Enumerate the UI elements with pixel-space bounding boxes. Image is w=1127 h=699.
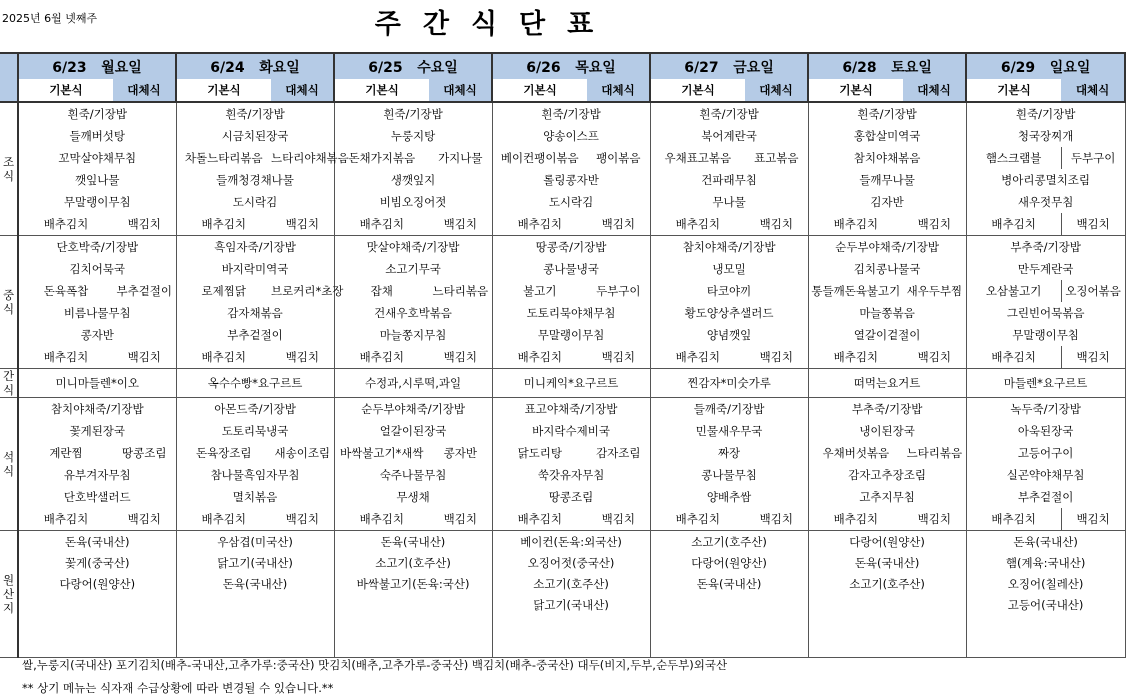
menu-item: 부추죽/기장밥 [966,236,1125,259]
origin-item: 소고기(호주산) [650,531,808,553]
menu-item: 흰죽/기장밥 [334,102,492,125]
origin-item: 우삼겹(미국산) [176,531,334,553]
menu-item: 계란찜 [18,442,113,464]
alt-menu-item: 백김치 [285,217,319,231]
alt-menu-item: 팽이볶음 [596,151,641,165]
origin-item [18,615,176,636]
day-date: 6/25 [368,59,403,76]
menu-item: 햄스크램블 [966,147,1061,169]
menu-item: 그린빈어묵볶음 [966,302,1125,324]
menu-item: 타코야끼 [650,280,808,302]
menu-item: 돈육폭찹 [18,280,113,302]
menu-item: 시금치된장국 [176,125,334,147]
menu-item: 북어계란국 [650,125,808,147]
origin-item [808,615,966,636]
sub-header-alt: 대체식 [745,79,808,102]
origin-item: 다랑어(원양산) [650,552,808,573]
menu-item: 민물새우무국 [650,420,808,442]
menu-item: 배추김치 [334,508,429,531]
origin-item [176,636,334,658]
menu-item: 배추김치 [18,346,113,369]
sub-header-alt: 대체식 [113,79,176,102]
origin-item [808,594,966,615]
menu-item: 도시락김 [492,191,650,213]
alt-menu-item: 백김치 [917,350,951,364]
menu-item: 배추김치 [650,508,745,531]
menu-item: 바싹불고기*새싹 [334,442,429,464]
alt-menu-item: 느타리야채볶음 [271,151,349,165]
menu-item: 배추김치 [334,346,429,369]
day-header [176,53,334,79]
menu-item: 순두부야채죽/기장밥 [808,236,966,259]
menu-item: 부추죽/기장밥 [808,398,966,421]
menu-item: 생깻잎지 [334,169,492,191]
menu-item: 표고야채죽/기장밥 [492,398,650,421]
day-header [18,53,176,79]
menu-item: 들깨버섯탕 [18,125,176,147]
menu-item: 감자채볶음 [176,302,334,324]
origin-item [492,615,650,636]
menu-item: 땅콩죽/기장밥 [492,236,650,259]
menu-item: 배추김치 [492,508,587,531]
menu-item: 무나물 [650,191,808,213]
menu-item: 땅콩조림 [492,486,650,508]
menu-item: 닭도리탕 [492,442,587,464]
menu-item: 마늘쫑볶음 [808,302,966,324]
menu-item: 냉모밀 [650,258,808,280]
snack-item: 떠먹는요거트 [808,369,966,398]
menu-item: 순두부야채죽/기장밥 [334,398,492,421]
menu-item: 배추김치 [492,213,587,236]
menu-item: 아몬드죽/기장밥 [176,398,334,421]
origin-item: 돈육(국내산) [650,573,808,594]
menu-item: 실곤약야채무침 [966,464,1125,486]
alt-menu-item: 백김치 [1061,213,1125,236]
menu-item: 쑥갓유자무침 [492,464,650,486]
sub-header-alt: 대체식 [1061,79,1125,102]
menu-item: 새우젓무침 [966,191,1125,213]
origin-item: 소고기(호주산) [492,573,650,594]
alt-menu-item: 새송이조림 [274,446,331,460]
sub-header-main: 기본식 [650,79,745,102]
alt-menu-item: 백김치 [759,512,793,526]
menu-item: 숙주나물무침 [334,464,492,486]
menu-item: 롤링콩자반 [492,169,650,191]
alt-menu-item: 땅콩조림 [122,446,167,460]
origin-item [650,615,808,636]
menu-item: 돈육장조림 [176,442,271,464]
menu-item: 단호박샐러드 [18,486,176,508]
origin-item [18,636,176,658]
week-label: 2025년 6월 넷째주 [2,12,98,25]
day-header [966,53,1125,79]
menu-item: 무말랭이무침 [492,324,650,346]
menu-item: 마늘쫑지무침 [334,324,492,346]
sub-header-alt: 대체식 [271,79,334,102]
page-title: 주간식단표 [374,9,616,40]
menu-item: 바지락미역국 [176,258,334,280]
menu-item: 배추김치 [492,346,587,369]
menu-item: 무생채 [334,486,492,508]
day-weekday: 토요일 [891,59,932,76]
day-date: 6/23 [52,59,87,76]
menu-item: 배추김치 [176,508,271,531]
menu-item: 도토리묵야채무침 [492,302,650,324]
day-weekday: 금요일 [733,59,774,76]
snack-item: 미니마들렌*이오 [18,369,176,398]
menu-item: 흰죽/기장밥 [808,102,966,125]
menu-item: 비름나물무침 [18,302,176,324]
day-weekday: 수요일 [417,59,458,76]
menu-item: 부추겉절이 [966,486,1125,508]
origin-item: 다랑어(원양산) [808,531,966,553]
origin-item [18,594,176,615]
origin-item: 오징어(칠레산) [966,573,1125,594]
alt-menu-item: 두부구이 [1061,147,1125,169]
section-label-snack: 간 식 [0,369,18,398]
menu-item: 바지락수제비국 [492,420,650,442]
menu-item: 김치어묵국 [18,258,176,280]
menu-item: 배추김치 [176,346,271,369]
origin-item: 돈육(국내산) [176,573,334,594]
menu-item: 고등어구이 [966,442,1125,464]
sub-header-alt: 대체식 [429,79,492,102]
origin-item: 바싹불고기(돈육:국산) [334,573,492,594]
menu-item: 맛살야채죽/기장밥 [334,236,492,259]
menu-item: 배추김치 [966,213,1061,236]
alt-menu-item: 백김치 [1061,508,1125,531]
alt-menu-item: 느타리볶음 [906,446,963,460]
menu-item: 청국장찌개 [966,125,1125,147]
sub-header-main: 기본식 [334,79,429,102]
menu-item: 흰죽/기장밥 [176,102,334,125]
day-weekday: 일요일 [1049,59,1091,76]
menu-item: 단호박죽/기장밥 [18,236,176,259]
alt-menu-item: 백김치 [917,217,951,231]
day-date: 6/27 [684,59,719,76]
menu-item: 배추김치 [808,508,903,531]
origin-item [808,636,966,658]
menu-item: 무말랭이무침 [966,324,1125,346]
sub-header-main: 기본식 [808,79,903,102]
origin-item: 돈육(국내산) [966,531,1125,553]
alt-menu-item: 브로커리*초장 [271,284,344,298]
menu-item: 짜장 [650,442,808,464]
day-date: 6/24 [210,59,245,76]
menu-item: 배추김치 [808,346,903,369]
origin-item: 돈육(국내산) [808,552,966,573]
day-weekday: 화요일 [259,59,300,76]
menu-item: 로제찜닭 [176,280,271,302]
alt-menu-item: 백김치 [1061,346,1125,369]
menu-item: 고추지무침 [808,486,966,508]
origin-item: 오징어젓(중국산) [492,552,650,573]
menu-item: 불고기 [492,280,587,302]
menu-item: 들깨죽/기장밥 [650,398,808,421]
menu-item: 콩나물냉국 [492,258,650,280]
menu-item: 소고기무국 [334,258,492,280]
alt-menu-item: 백김치 [285,512,319,526]
section-label-lunch: 중 식 [0,236,18,369]
alt-menu-item: 백김치 [285,350,319,364]
origin-item: 다랑어(원양산) [18,573,176,594]
origin-item: 베이컨(돈육:외국산) [492,531,650,553]
menu-item: 양념깻잎 [650,324,808,346]
origin-item [334,636,492,658]
alt-menu-item: 오징어볶음 [1061,280,1125,302]
menu-item: 무말랭이무침 [18,191,176,213]
menu-item: 참나물흑임자무침 [176,464,334,486]
menu-item: 흰죽/기장밥 [650,102,808,125]
menu-item: 도시락김 [176,191,334,213]
menu-item: 콩자반 [18,324,176,346]
origin-item: 돈육(국내산) [334,531,492,553]
origin-item: 돈육(국내산) [18,531,176,553]
menu-item: 비빔오징어젓 [334,191,492,213]
menu-item: 배추김치 [334,213,429,236]
snack-item: 마들렌*요구르트 [966,369,1125,398]
menu-item: 배추김치 [18,213,113,236]
section-label-origin: 원 산 지 [0,531,18,658]
day-date: 6/26 [526,59,561,76]
sub-header-main: 기본식 [966,79,1061,102]
day-header [650,53,808,79]
origin-item [176,615,334,636]
day-header [492,53,650,79]
menu-item: 감자고추장조림 [808,464,966,486]
menu-item: 열갈이겉절이 [808,324,966,346]
menu-item: 꽃게된장국 [18,420,176,442]
menu-item: 참치야채죽/기장밥 [650,236,808,259]
alt-menu-item: 백김치 [127,350,161,364]
origin-item: 닭고기(국내산) [492,594,650,615]
menu-item: 흰죽/기장밥 [966,102,1125,125]
menu-item: 깻잎나물 [18,169,176,191]
menu-item: 배추김치 [650,213,745,236]
menu-item: 참치야채볶음 [808,147,966,169]
origin-item [650,594,808,615]
sub-header-main: 기본식 [18,79,113,102]
alt-menu-item: 백김치 [443,217,477,231]
menu-item: 김자반 [808,191,966,213]
alt-menu-item: 백김치 [443,350,477,364]
origin-item [334,594,492,615]
menu-item: 우채표고볶음 [650,147,745,169]
menu-item: 콩나물무침 [650,464,808,486]
alt-menu-item: 백김치 [759,217,793,231]
alt-menu-item: 백김치 [127,512,161,526]
menu-item: 만두계란국 [966,258,1125,280]
menu-item: 황도양상추샐러드 [650,302,808,324]
day-date: 6/29 [1000,59,1036,76]
menu-item: 오삼불고기 [966,280,1061,302]
origin-item [176,594,334,615]
menu-item: 병아리콩멸치조림 [966,169,1125,191]
sub-header-main: 기본식 [492,79,587,102]
alt-menu-item: 백김치 [601,350,635,364]
section-label-breakfast: 조 식 [0,102,18,236]
origin-item [966,636,1125,658]
alt-menu-item: 콩자반 [443,446,477,460]
sub-header-alt: 대체식 [587,79,650,102]
alt-menu-item: 백김치 [601,217,635,231]
origin-item: 소고기(호주산) [334,552,492,573]
menu-item: 배추김치 [176,213,271,236]
day-header [808,53,966,79]
menu-item: 멸치볶음 [176,486,334,508]
menu-item: 우채버섯볶음 [808,442,903,464]
menu-item: 도토리묵냉국 [176,420,334,442]
alt-menu-item: 백김치 [601,512,635,526]
alt-menu-item: 가지나물 [438,151,483,165]
snack-item: 미니케익*요구르트 [492,369,650,398]
origin-item: 꽃게(중국산) [18,552,176,573]
snack-item: 옥수수빵*요구르트 [176,369,334,398]
menu-item: 홍합살미역국 [808,125,966,147]
alt-menu-item: 백김치 [759,350,793,364]
menu-item: 아욱된장국 [966,420,1125,442]
menu-item: 양배추쌈 [650,486,808,508]
menu-item: 통들깨돈육불고기 [808,280,903,302]
menu-item: 배추김치 [808,213,903,236]
menu-item: 들깨무나물 [808,169,966,191]
menu-item: 양송이스프 [492,125,650,147]
origin-item: 햄(계육:국내산) [966,552,1125,573]
alt-menu-item: 두부구이 [596,284,641,298]
alt-menu-item: 부추겉절이 [116,284,173,298]
menu-item: 흰죽/기장밥 [492,102,650,125]
change-notice: ** 상기 메뉴는 식자재 수급상황에 따라 변경될 수 있습니다.** [22,681,334,695]
menu-item: 흰죽/기장밥 [18,102,176,125]
origin-item: 소고기(호주산) [808,573,966,594]
day-weekday: 월요일 [101,59,142,76]
snack-item: 수정과,시루떡,과일 [334,369,492,398]
origin-item: 고등어(국내산) [966,594,1125,615]
origin-item [334,615,492,636]
snack-item: 찐감자*미숫가루 [650,369,808,398]
menu-item: 배추김치 [650,346,745,369]
section-label-dinner: 석 식 [0,398,18,531]
origin-item [492,636,650,658]
menu-item: 부추겉절이 [176,324,334,346]
day-date: 6/28 [842,59,877,76]
menu-table [0,52,1126,658]
alt-menu-item: 감자조림 [596,446,641,460]
menu-item: 건새우호박볶음 [334,302,492,324]
alt-menu-item: 백김치 [443,512,477,526]
menu-item: 베이컨팽이볶음 [492,147,587,169]
menu-item: 유부겨자무침 [18,464,176,486]
alt-menu-item: 백김치 [127,217,161,231]
menu-item: 배추김치 [18,508,113,531]
menu-item: 차돌느타리볶음 [176,147,271,169]
menu-item: 냉이된장국 [808,420,966,442]
menu-item: 건파래무침 [650,169,808,191]
origin-item: 닭고기(국내산) [176,552,334,573]
menu-item: 꼬막살야채무침 [18,147,176,169]
menu-item: 들깨청경채나물 [176,169,334,191]
sub-header-alt: 대체식 [903,79,966,102]
menu-item: 누룽지탕 [334,125,492,147]
menu-item: 얼갈이된장국 [334,420,492,442]
day-weekday: 목요일 [575,59,616,76]
menu-item: 돈채가지볶음 [334,147,429,169]
menu-item: 배추김치 [966,508,1061,531]
menu-item: 녹두죽/기장밥 [966,398,1125,421]
sub-header-main: 기본식 [176,79,271,102]
day-header [334,53,492,79]
menu-item: 잡채 [334,280,429,302]
alt-menu-item: 새우두부찜 [906,284,963,298]
alt-menu-item: 느타리볶음 [432,284,489,298]
origin-item [650,636,808,658]
origin-item [966,615,1125,636]
menu-item: 김치콩나물국 [808,258,966,280]
menu-item: 흑임자죽/기장밥 [176,236,334,259]
alt-menu-item: 백김치 [917,512,951,526]
menu-item: 배추김치 [966,346,1061,369]
origin-footnote: 쌀,누룽지(국내산) 포기김치(배추-국내산,고추가루:중국산) 맛김치(배추,고추가루-중국산) 백김치(배추-중국산) 대두(비지,두부,순두부)외국산 [22,658,728,672]
menu-item: 참치야채죽/기장밥 [18,398,176,421]
alt-menu-item: 표고볶음 [754,151,799,165]
